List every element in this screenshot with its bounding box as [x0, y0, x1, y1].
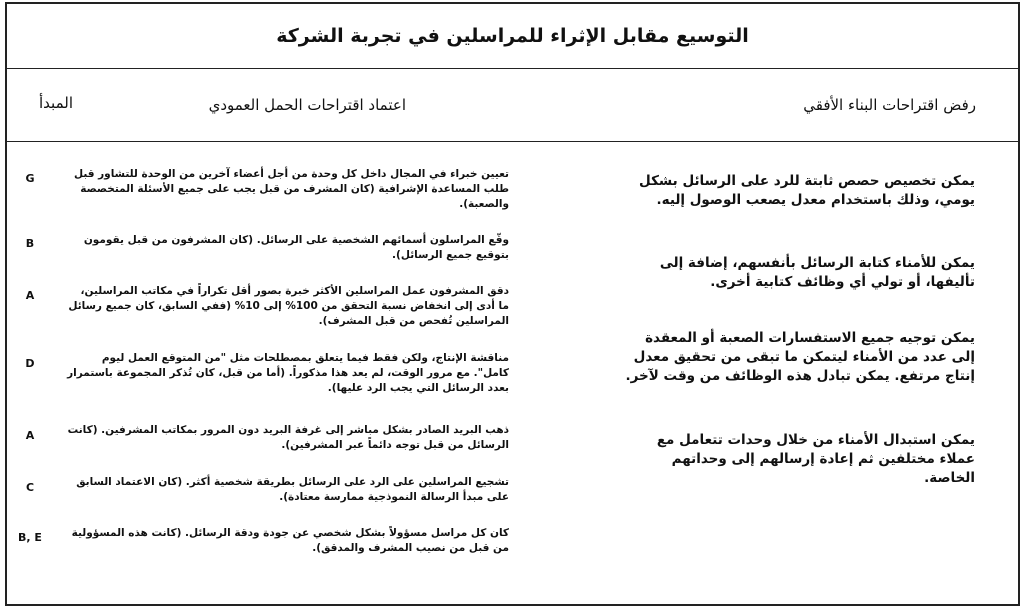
accepted-item: دقق المشرفون عمل المراسلين الأكثر خبرة بصور أقل تكراراً في مكاتب المراسلين، ما أدى إلى انخفاض نسبة التحقق من 100% إلى 10% (ففي السابق، كان جميع رسائل المراسلين تُفحص من قبل المشرف). — [68, 285, 509, 327]
rejected-item: يمكن توجيه جميع الاستفسارات الصعبة أو المعقدة إلى عدد من الأمناء ليتمكن ما تبقى من تحقيق معدل إنتاج مرتفع. يمكن تبادل هذه الوظائف من وقت لآخر. — [625, 330, 975, 384]
title-divider — [7, 68, 1018, 69]
principle-label: A — [25, 289, 35, 302]
principle-label: B, E — [18, 531, 42, 544]
rejected-item: يمكن تخصيص حصص ثابتة للرد على الرسائل بشكل يومي، وذلك باستخدام معدل يصعب الوصول إليه. — [639, 173, 975, 208]
table-title: التوسيع مقابل الإثراء للمراسلين في تجربة الشركة — [276, 25, 749, 47]
accepted-item: مناقشة الإنتاج، ولكن فقط فيما يتعلق بمصطلحات مثل "من المتوقع العمل ليوم كامل". مع مرور الوقت، لم يعد هذا مذكوراً. (أما من قبل، كان تُذكر المجموعة باستمرار بعدد الرسائل التي يجب الرد عليها). — [67, 352, 509, 394]
principle-label: D — [25, 357, 35, 370]
principle-label: G — [25, 172, 35, 185]
rejected-item: يمكن للأمناء كتابة الرسائل بأنفسهم، إضافة إلى تأليفها، أو تولي أي وظائف كتابية أخرى. — [659, 255, 975, 290]
accepted-item: وقّع المراسلون أسمائهم الشخصية على الرسائل. (كان المشرفون من قبل يقومون بتوقيع جميع الرسائل). — [83, 234, 509, 261]
header-accept: اعتماد اقتراحات الحمل العمودي — [208, 96, 406, 114]
accepted-item: تعيين خبراء في المجال داخل كل وحدة من أجل أعضاء آخرين من الوحدة للتشاور قبل طلب المساعدة الإشرافية (كان المشرف من قبل يجب على جميع الأسئلة المتخصصة والصعبة). — [73, 168, 509, 210]
rejected-item: يمكن استبدال الأمناء من خلال وحدات تتعامل مع عملاء مختلفين ثم إعادة إرسالهم إلى وحداتهم الخاصة. — [656, 432, 975, 486]
principle-label: C — [25, 481, 35, 494]
principle-label: A — [25, 429, 35, 442]
header-principle: المبدأ — [39, 94, 73, 112]
table-frame — [5, 2, 1020, 606]
header-divider — [7, 141, 1018, 142]
accepted-item: ذهب البريد الصادر بشكل مباشر إلى غرفة البريد دون المرور بمكاتب المشرفين. (كانت الرسائل من قبل توجه دائماً عبر المشرفين). — [67, 424, 509, 451]
accepted-item: تشجيع المراسلين على الرد على الرسائل بطريقة شخصية أكثر. (كان الاعتماد السابق على مبدأ الرسالة النموذجية ممارسة معتادة). — [76, 476, 509, 503]
principle-label: B — [25, 237, 35, 250]
accepted-item: كان كل مراسل مسؤولاً بشكل شخصي عن جودة ودقة الرسائل. (كانت هذه المسؤولية من قبل من نصيب المشرف والمدقق). — [71, 527, 509, 554]
header-reject: رفض اقتراحات البناء الأفقي — [803, 96, 976, 114]
